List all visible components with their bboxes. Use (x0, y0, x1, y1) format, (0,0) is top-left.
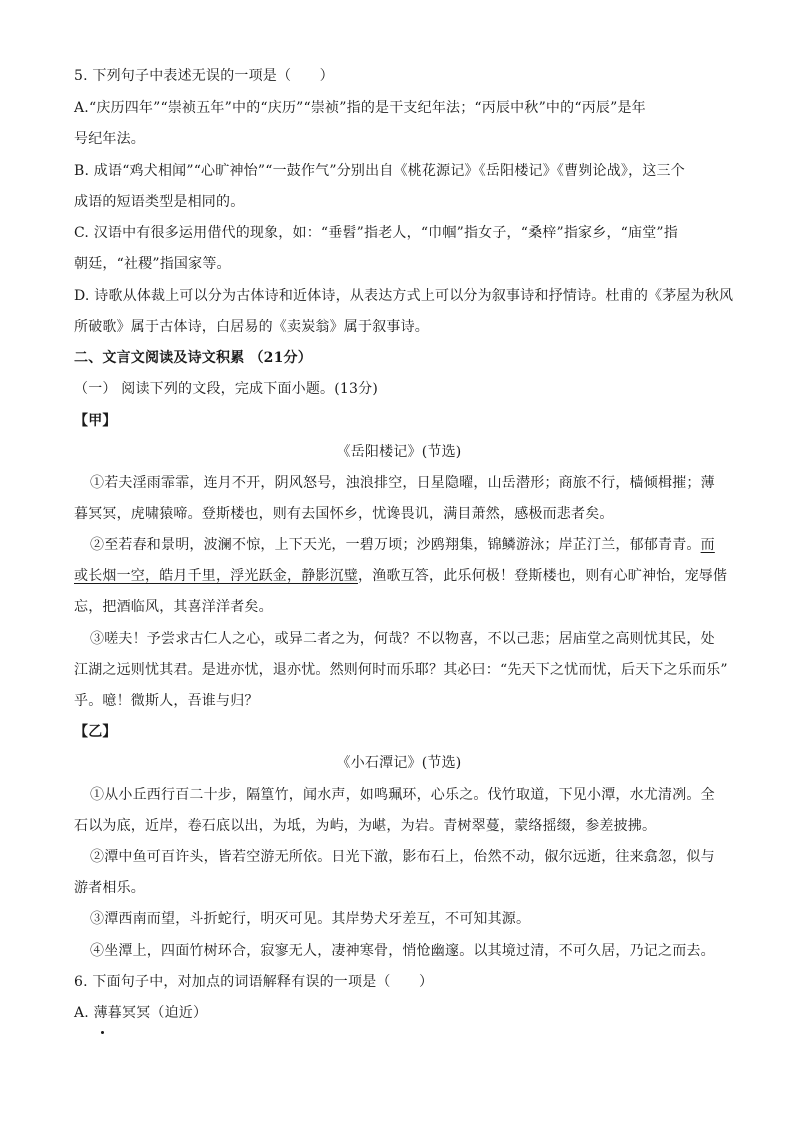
jia-p3-line3: 乎。噫！微斯人，吾谁与归？ (74, 693, 259, 709)
yi-p1-line1: ①从小丘西行百二十步，隔篁竹，闻水声，如鸣珮环，心乐之。伐竹取道，下见小潭，水尤清冽。全 (90, 787, 715, 803)
passage-yi-label: 【乙】 (74, 724, 117, 740)
emphasis-dot-mark (101, 1031, 104, 1034)
q5-option-c-line1: C. 汉语中有很多运用借代的现象，如：“垂髫”指老人，“巾帼”指女子，“桑梓”指家乡，“庙堂”指 (74, 225, 678, 241)
passage-jia-title: 《岳阳楼记》(节选) (336, 444, 462, 460)
jia-p2-line2-text: ，渔歌互答，此乐何极！登斯楼也，则有心旷神怡，宠辱偕 (358, 568, 728, 584)
jia-p2-line2 (74, 566, 728, 586)
jia-p2-underlined-sentence: 或长烟一空，皓月千里，浮光跃金，静影沉璧 (74, 568, 358, 584)
jia-p2-line1 (90, 535, 740, 555)
jia-p1-line1: ①若夫淫雨霏霏，连月不开，阴风怒号，浊浪排空，日星隐曜，山岳潜形；商旅不行，樯倾楫摧；薄 (90, 475, 715, 491)
jia-p3-line2: 江湖之远则忧其君。是进亦忧，退亦忧。然则何时而乐耶？其必曰：“先天下之忧而忧，后天下之乐而乐” (74, 662, 728, 678)
yi-p3-line1: ③潭西南而望，斗折蛇行，明灭可见。其岸势犬牙差互，不可知其源。 (90, 911, 531, 927)
q6-option-a: A. 薄暮冥冥（迫近） (74, 1005, 208, 1021)
q5-option-b-line1: B. 成语“鸡犬相闻”“心旷神怡”“一鼓作气”分别出自《桃花源记》《岳阳楼记》《曹刿论战》，这三个 (74, 163, 685, 179)
passage-jia-label: 【甲】 (74, 413, 117, 429)
jia-p2-line1-text: ②至若春和景明，波澜不惊，上下天光，一碧万顷；沙鸥翔集，锦鳞游泳；岸芷汀兰，郁郁青青。 (90, 537, 701, 553)
jia-p2-line3: 忘，把酒临风，其喜洋洋者矣。 (74, 599, 273, 615)
yi-p2-line1: ②潭中鱼可百许头，皆若空游无所依。日光下澈，影布石上，佁然不动，俶尔远逝，往来翕忽，似与 (90, 849, 715, 865)
q5-option-d-line2: 所破歌》属于古体诗，白居易的《卖炭翁》属于叙事诗。 (74, 319, 429, 335)
yi-p4-line1: ④坐潭上，四面竹树环合，寂寥无人，凄神寒骨，悄怆幽邃。以其境过清，不可久居，乃记之而去。 (90, 943, 715, 959)
q6-stem: 6. 下面句子中，对加点的词语解释有误的一项是（ ） (74, 974, 434, 990)
jia-p1-line2: 暮冥冥，虎啸猿啼。登斯楼也，则有去国怀乡，忧谗畏讥，满目萧然，感极而悲者矣。 (74, 506, 614, 522)
yi-p2-line2: 游者相乐。 (74, 880, 145, 896)
q5-option-a-line2: 号纪年法。 (74, 131, 145, 147)
passage-yi-title: 《小石潭记》(节选) (336, 755, 462, 771)
subsection-heading: （一） 阅读下列的文段，完成下面小题。(13分) (74, 381, 378, 397)
yi-p1-line2: 石以为底，近岸，卷石底以出，为坻，为屿，为嵁，为岩。青树翠蔓，蒙络摇缀，参差披拂。 (74, 818, 657, 834)
q5-stem: 5. 下列句子中表述无误的一项是（ ） (74, 68, 334, 84)
jia-p3-line1: ③嗟夫！予尝求古仁人之心，或异二者之为，何哉？不以物喜，不以己悲；居庙堂之高则忧其民，处 (90, 631, 715, 647)
q5-option-b-line2: 成语的短语类型是相同的。 (74, 194, 245, 210)
q5-option-c-line2: 朝廷，“社稷”指国家等。 (74, 256, 231, 272)
q5-option-d-line1: D. 诗歌从体裁上可以分为古体诗和近体诗，从表达方式上可以分为叙事诗和抒情诗。杜甫的《茅屋为秋风 (74, 288, 734, 304)
jia-p2-underlined-start: 而 (700, 537, 715, 553)
section-heading: 二、文言文阅读及诗文积累 （21分） (74, 350, 312, 366)
q5-option-a-line1: A.“庆历四年”“崇祯五年”中的“庆历”“崇祯”指的是干支纪年法；“丙辰中秋”中的“丙辰”是年 (74, 100, 646, 116)
